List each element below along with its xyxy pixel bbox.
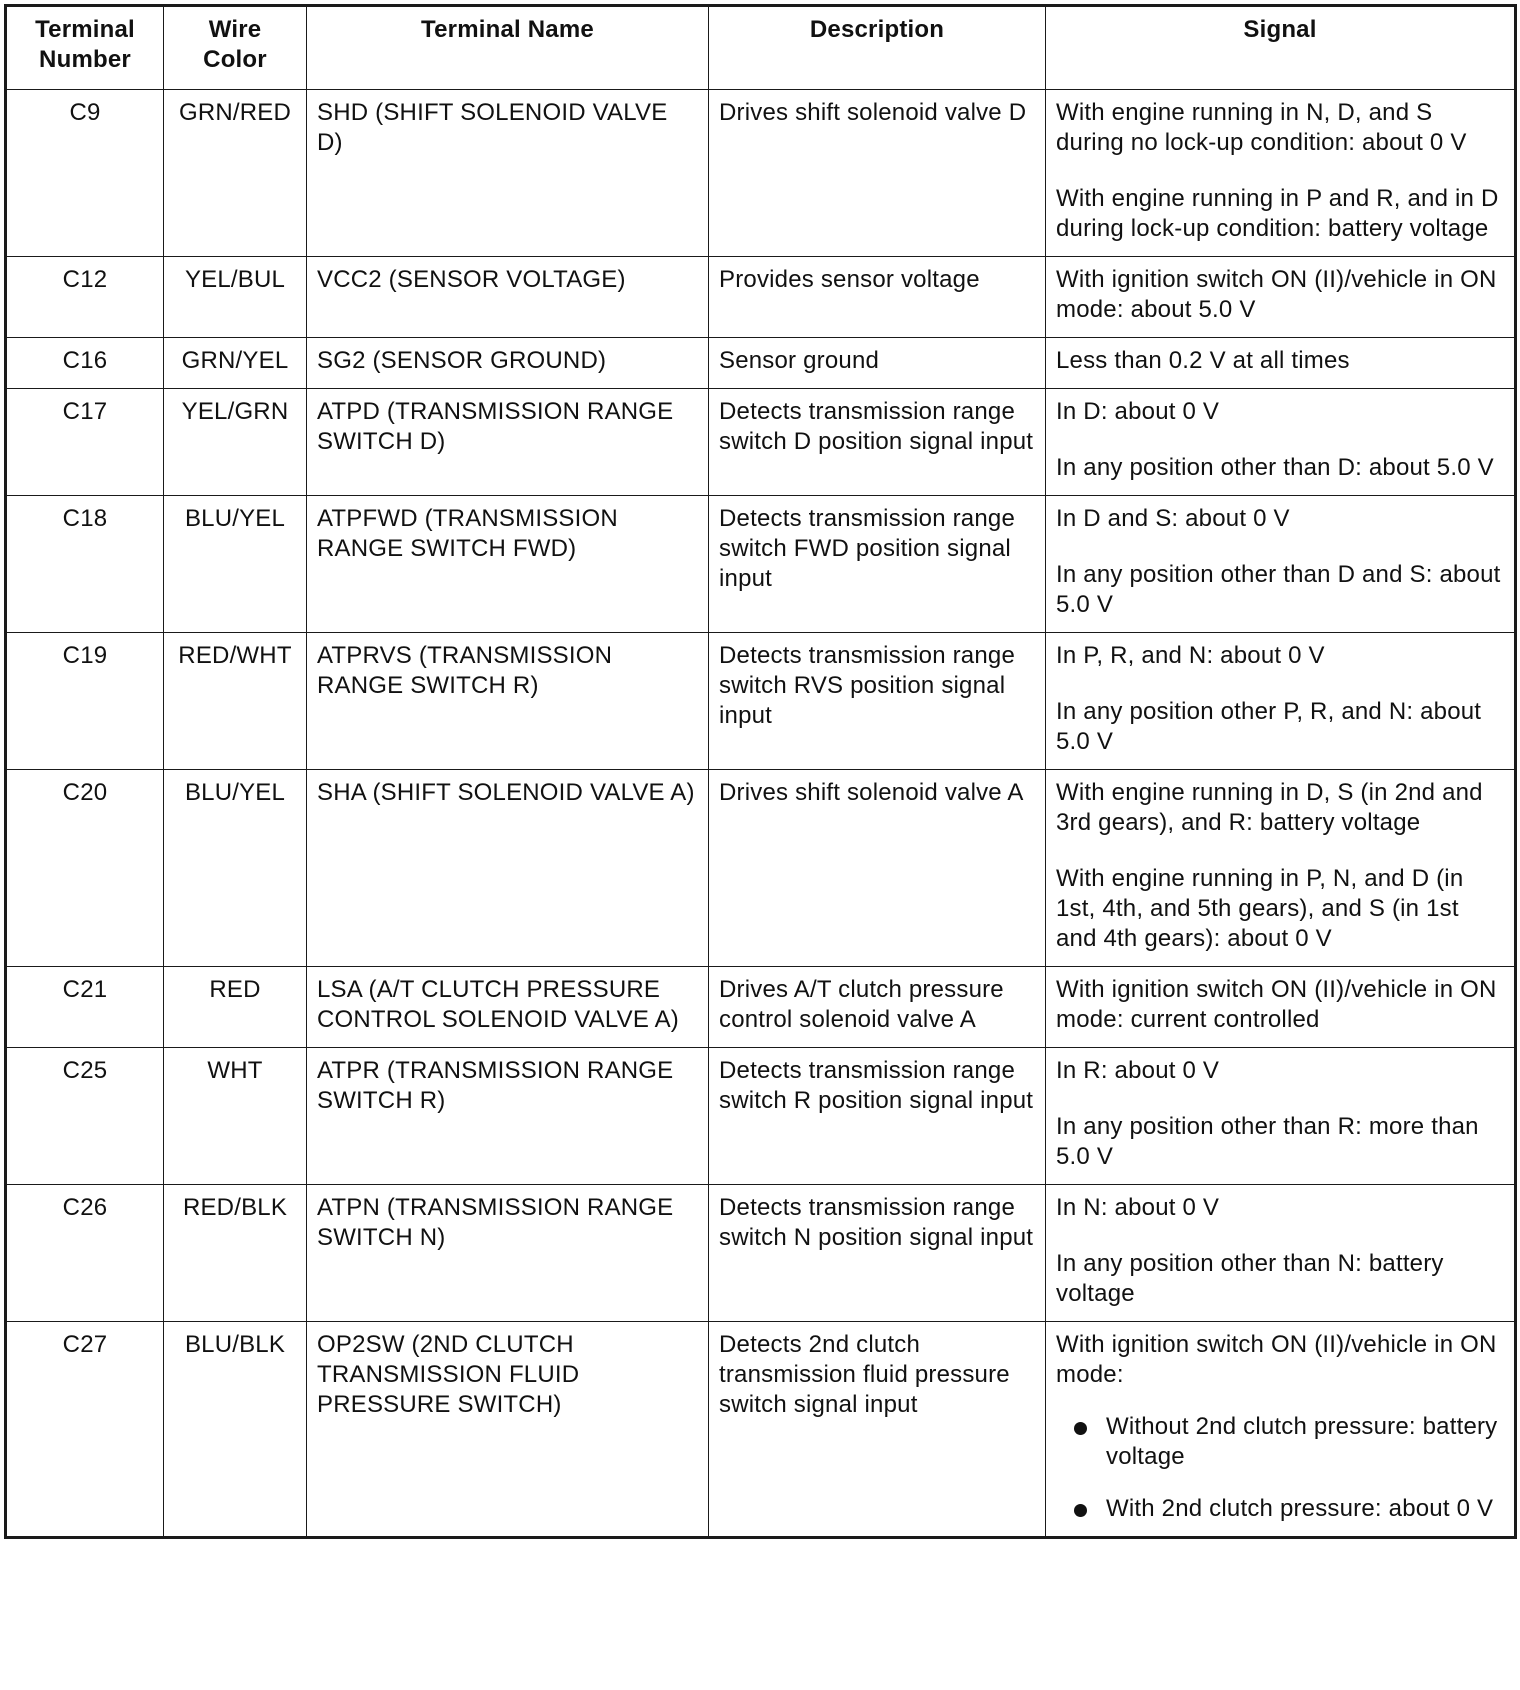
terminal-name-cell: ATPD (TRANSMISSION RANGE SWITCH D)	[307, 389, 709, 496]
wire-color-cell: BLU/YEL	[164, 770, 307, 967]
table-row	[6, 770, 1516, 967]
table-row	[6, 1322, 1516, 1538]
header-description: Description	[709, 6, 1046, 90]
header-terminal-number-line1: Terminal	[35, 16, 135, 43]
description-cell: Drives shift solenoid valve A	[709, 770, 1046, 967]
wire-color-cell: BLU/YEL	[164, 496, 307, 633]
terminal-name-cell: ATPN (TRANSMISSION RANGE SWITCH N)	[307, 1185, 709, 1322]
description-cell: Provides sensor voltage	[709, 257, 1046, 338]
signal-text: In P, R, and N: about 0 V	[1056, 642, 1325, 669]
terminal-number-cell: C20	[6, 770, 164, 967]
terminal-number-cell: C12	[6, 257, 164, 338]
description-cell: Drives shift solenoid valve D	[709, 90, 1046, 257]
signal-cell	[1046, 633, 1516, 770]
description-cell: Detects transmission range switch R position signal input	[709, 1048, 1046, 1185]
terminal-number-cell: C21	[6, 967, 164, 1048]
table-body	[6, 90, 1516, 1538]
signal-text: With ignition switch ON (II)/vehicle in ON mode: about 5.0 V	[1056, 266, 1497, 323]
terminal-name-cell: SHD (SHIFT SOLENOID VALVE D)	[307, 90, 709, 257]
table-row	[6, 1185, 1516, 1322]
terminal-name-cell: ATPR (TRANSMISSION RANGE SWITCH R)	[307, 1048, 709, 1185]
terminal-name-cell: SG2 (SENSOR GROUND)	[307, 338, 709, 389]
terminal-number-cell: C9	[6, 90, 164, 257]
signal-text: With engine running in D, S (in 2nd and 3rd gears), and R: battery voltage	[1056, 779, 1483, 836]
wire-color-cell: WHT	[164, 1048, 307, 1185]
signal-cell	[1046, 496, 1516, 633]
signal-cell	[1046, 1185, 1516, 1322]
signal-bullet-item	[1056, 1494, 1504, 1524]
description-cell: Detects transmission range switch N position signal input	[709, 1185, 1046, 1322]
terminal-number-cell: C19	[6, 633, 164, 770]
signal-cell	[1046, 257, 1516, 338]
signal-text: Less than 0.2 V at all times	[1056, 347, 1350, 374]
signal-cell	[1046, 90, 1516, 257]
description-cell: Sensor ground	[709, 338, 1046, 389]
description-cell: Drives A/T clutch pressure control solenoid valve A	[709, 967, 1046, 1048]
wire-color-cell: BLU/BLK	[164, 1322, 307, 1538]
signal-text: With engine running in P and R, and in D during lock-up condition: battery voltage	[1056, 185, 1499, 242]
terminal-number-cell: C16	[6, 338, 164, 389]
terminal-name-cell: OP2SW (2ND CLUTCH TRANSMISSION FLUID PRESSURE SWITCH)	[307, 1322, 709, 1538]
signal-text: With ignition switch ON (II)/vehicle in ON mode: current controlled	[1056, 976, 1497, 1033]
wire-color-cell: YEL/GRN	[164, 389, 307, 496]
signal-text: With ignition switch ON (II)/vehicle in ON mode:	[1056, 1331, 1497, 1388]
wire-color-cell: RED/WHT	[164, 633, 307, 770]
bullet-dot-icon	[1074, 1422, 1087, 1435]
signal-text: In N: about 0 V	[1056, 1194, 1220, 1221]
signal-text: In D: about 0 V	[1056, 398, 1220, 425]
signal-bullet-text: With 2nd clutch pressure: about 0 V	[1106, 1495, 1494, 1522]
signal-text: In R: about 0 V	[1056, 1057, 1220, 1084]
description-cell: Detects transmission range switch D position signal input	[709, 389, 1046, 496]
signal-text: In any position other than R: more than 5.0 V	[1056, 1113, 1479, 1170]
header-signal: Signal	[1046, 6, 1516, 90]
signal-bullet-item	[1056, 1412, 1504, 1472]
header-terminal-number	[6, 6, 164, 90]
table-header-row	[6, 6, 1516, 90]
signal-text: With engine running in N, D, and S during no lock-up condition: about 0 V	[1056, 99, 1467, 156]
description-cell: Detects 2nd clutch transmission fluid pressure switch signal input	[709, 1322, 1046, 1538]
description-cell: Detects transmission range switch RVS position signal input	[709, 633, 1046, 770]
table-row	[6, 967, 1516, 1048]
description-cell: Detects transmission range switch FWD position signal input	[709, 496, 1046, 633]
header-wire-color	[164, 6, 307, 90]
wire-color-cell: RED	[164, 967, 307, 1048]
signal-bullet-list	[1056, 1412, 1504, 1524]
header-terminal-number-line2: Number	[39, 46, 131, 73]
terminal-number-cell: C17	[6, 389, 164, 496]
terminal-name-cell: VCC2 (SENSOR VOLTAGE)	[307, 257, 709, 338]
signal-text: In D and S: about 0 V	[1056, 505, 1290, 532]
terminal-number-cell: C27	[6, 1322, 164, 1538]
terminal-name-cell: ATPFWD (TRANSMISSION RANGE SWITCH FWD)	[307, 496, 709, 633]
terminal-number-cell: C25	[6, 1048, 164, 1185]
wire-color-cell: GRN/YEL	[164, 338, 307, 389]
signal-cell	[1046, 770, 1516, 967]
header-wire-color-line1: Wire	[208, 16, 262, 43]
terminal-number-cell: C26	[6, 1185, 164, 1322]
signal-cell	[1046, 967, 1516, 1048]
table-row	[6, 389, 1516, 496]
wire-color-cell: YEL/BUL	[164, 257, 307, 338]
table-row	[6, 90, 1516, 257]
bullet-dot-icon	[1074, 1504, 1087, 1517]
terminal-sheet	[4, 4, 1514, 1539]
header-terminal-name: Terminal Name	[307, 6, 709, 90]
table-row	[6, 1048, 1516, 1185]
signal-cell	[1046, 1322, 1516, 1538]
terminal-name-cell: LSA (A/T CLUTCH PRESSURE CONTROL SOLENOID VALVE A)	[307, 967, 709, 1048]
table-row	[6, 338, 1516, 389]
table-row	[6, 633, 1516, 770]
terminal-name-cell: SHA (SHIFT SOLENOID VALVE A)	[307, 770, 709, 967]
table-row	[6, 496, 1516, 633]
signal-text: In any position other than D: about 5.0 V	[1056, 454, 1494, 481]
table-row	[6, 257, 1516, 338]
signal-cell	[1046, 1048, 1516, 1185]
signal-text: In any position other P, R, and N: about 5.0 V	[1056, 698, 1482, 755]
signal-cell	[1046, 338, 1516, 389]
signal-cell	[1046, 389, 1516, 496]
signal-text: With engine running in P, N, and D (in 1st, 4th, and 5th gears), and S (in 1st and 4th gears): about 0 V	[1056, 865, 1464, 952]
header-wire-color-line2: Color	[203, 46, 267, 73]
wire-color-cell: RED/BLK	[164, 1185, 307, 1322]
wire-color-cell: GRN/RED	[164, 90, 307, 257]
signal-text: In any position other than D and S: about 5.0 V	[1056, 561, 1501, 618]
terminal-name-cell: ATPRVS (TRANSMISSION RANGE SWITCH R)	[307, 633, 709, 770]
signal-bullet-text: Without 2nd clutch pressure: battery voltage	[1106, 1413, 1498, 1470]
terminal-number-cell: C18	[6, 496, 164, 633]
signal-text: In any position other than N: battery voltage	[1056, 1250, 1444, 1307]
terminal-table	[4, 4, 1517, 1539]
